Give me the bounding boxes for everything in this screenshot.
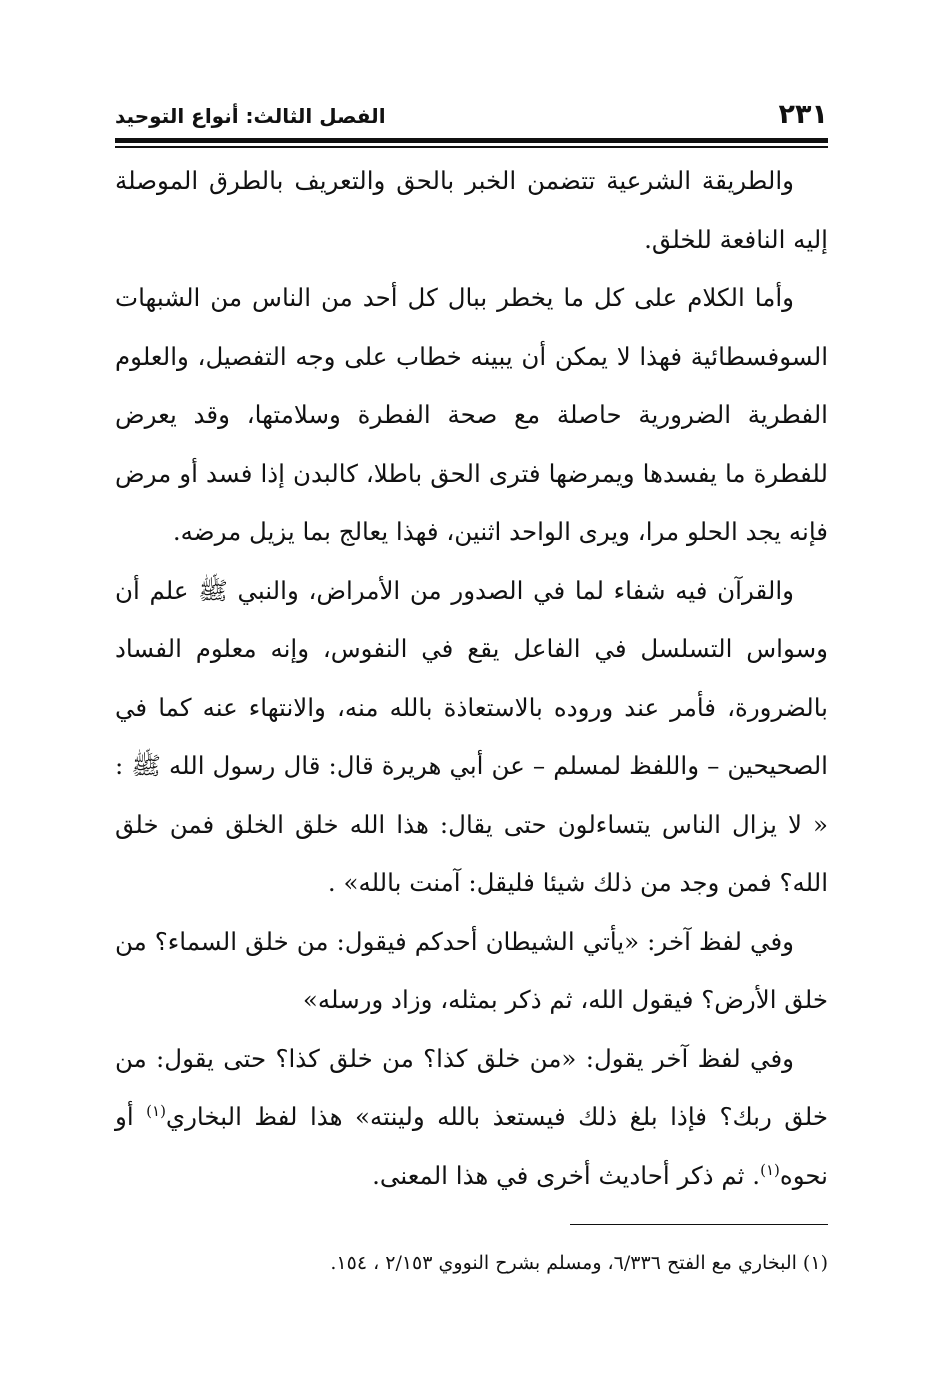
footnote-reference: (١)	[146, 1101, 166, 1120]
paragraph-text: أو نحوه	[115, 1102, 828, 1190]
paragraph: والطريقة الشرعية تتضمن الخبر بالحق والتعريف بالطرق الموصلة إليه النافعة للخلق.	[115, 166, 828, 254]
header-rule-thin	[115, 146, 828, 148]
header-rule-thick	[115, 138, 828, 143]
footnote-reference: (١)	[760, 1160, 780, 1179]
paragraph-text: وفي لفظ آخر يقول: «من خلق كذا؟ من خلق كذا؟ حتى يقول: من خلق ربك؟ فإذا بلغ ذلك فيستعذ بالله ولينته» هذا لفظ البخاري	[115, 1043, 828, 1131]
paragraph: والقرآن فيه شفاء لما في الصدور من الأمراض، والنبي ﷺ علم أن وسواس التسلسل في الفاعل يقع في النفوس، وإنه معلوم الفساد بالضرورة، فأمر عند وروده بالاستعاذة بالله منه، والانتهاء عنه كما في الصحيحين – واللفظ لمسلم – عن أبي هريرة قال: قال رسول الله ﷺ : « لا يزال الناس يتساءلون حتى يقال: هذا الله خلق الخلق فمن خلق الله؟ فمن وجد من ذلك شيئا فليقل: آمنت بالله» .	[115, 575, 828, 897]
footnote-rule	[570, 1224, 828, 1225]
paragraph: وأما الكلام على كل ما يخطر ببال كل أحد من الناس من الشبهات السوفسطائية فهذا لا يمكن أن يبينه خطاب على وجه التفصيل، والعلوم الفطرية الضرورية حاصلة مع صحة الفطرة وسلامتها، وقد يعرض للفطرة ما يفسدها ويمرضها فترى الحق باطلا، كالبدن إذا فسد أو مرض فإنه يجد الحلو مرا، ويرى الواحد اثنين، فهذا يعالج بما يزيل مرضه.	[115, 283, 828, 546]
paragraph-text: . ثم ذكر أحاديث أخرى في هذا المعنى.	[372, 1160, 761, 1190]
paragraph	[115, 1030, 828, 1206]
running-header	[115, 94, 828, 138]
body-text	[115, 152, 828, 1205]
footnote: (١) البخاري مع الفتح ٦/٣٣٦، ومسلم بشرح النووي ٢/١٥٣ ، ١٥٤.	[330, 1252, 828, 1274]
paragraph: وفي لفظ آخر: «يأتي الشيطان أحدكم فيقول: من خلق السماء؟ من خلق الأرض؟ فيقول الله، ثم ذكر بمثله، وزاد ورسله»	[115, 926, 828, 1014]
page-number: ٢٣١	[778, 99, 828, 130]
chapter-title: الفصل الثالث: أنواع التوحيد	[115, 104, 386, 128]
